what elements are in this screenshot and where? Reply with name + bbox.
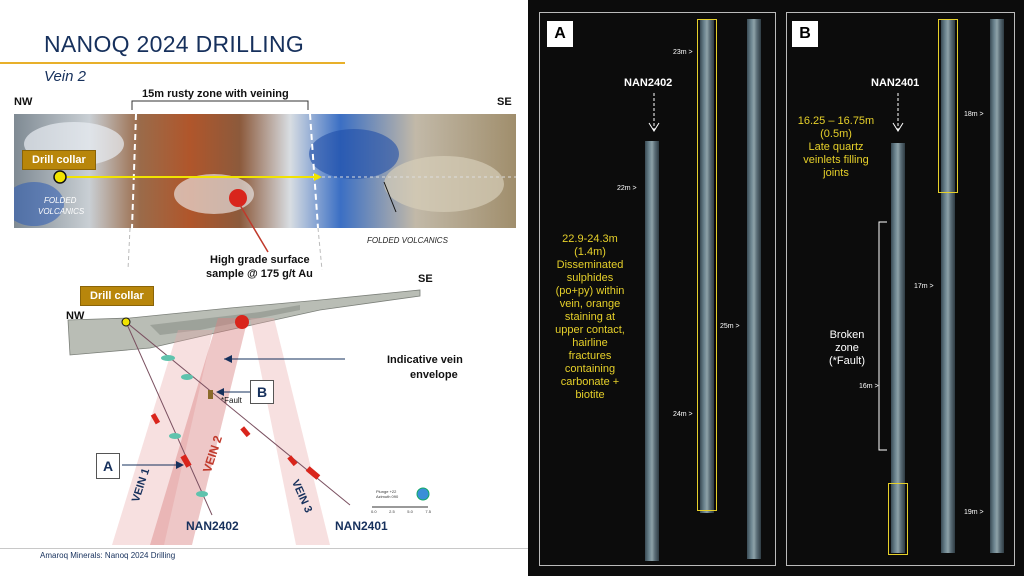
depth-marker: 16m >	[859, 383, 879, 390]
depth-marker: 18m >	[964, 111, 984, 118]
vein3-label: VEIN 3	[289, 478, 315, 515]
box-b-label: B	[250, 380, 274, 404]
intercept-marker	[196, 491, 208, 497]
section-nw-label: NW	[66, 310, 85, 322]
intercept-marker	[240, 426, 250, 437]
section-se-label: SE	[418, 273, 433, 285]
fault-label: *Fault	[221, 396, 242, 405]
vein3-envelope	[250, 318, 330, 545]
envelope-label-line2: envelope	[410, 369, 458, 381]
zone-label: 15m rusty zone with veining	[142, 88, 289, 100]
broken-zone-label: Broken zone (*Fault)	[828, 329, 866, 367]
panel-b-highlight-bottom	[888, 483, 908, 555]
footer-rule	[0, 548, 528, 549]
core-tray-a1	[645, 141, 659, 561]
panel-a-hole-arrow	[648, 93, 660, 135]
panel-b-hole-arrow	[892, 93, 904, 135]
depth-marker: 25m >	[720, 323, 740, 330]
broken-zone-bracket	[877, 221, 887, 451]
hole-nan2402-label: NAN2402	[186, 519, 239, 533]
intercept-marker	[181, 374, 193, 380]
depth-marker: 17m >	[914, 283, 934, 290]
sample-label-line1: High grade surface	[210, 254, 310, 266]
depth-marker: 23m >	[673, 49, 693, 56]
slide-title: NANOQ 2024 DRILLING	[44, 31, 305, 57]
guide-line-left	[128, 228, 130, 270]
photo-se-label: SE	[497, 96, 512, 108]
panel-a-hole: NAN2402	[624, 77, 673, 89]
collar-marker	[122, 318, 130, 326]
slide-footer: Amaroq Minerals: Nanoq 2024 Drilling	[40, 551, 176, 560]
sample-leader-line	[240, 205, 268, 252]
slide-subtitle: Vein 2	[44, 68, 86, 85]
folded-volcanics-left-2: VOLCANICS	[38, 207, 85, 216]
vein1-label: VEIN 1	[130, 466, 153, 504]
depth-marker: 24m >	[673, 411, 693, 418]
folded-volcanics-right: FOLDED VOLCANICS	[367, 236, 448, 245]
folded-volcanics-left-1: FOLDED	[44, 196, 77, 205]
vein2-label: VEIN 2	[200, 433, 226, 475]
envelope-label-line1: Indicative vein	[387, 354, 463, 366]
depth-marker: 19m >	[964, 509, 984, 516]
core-tray-b3	[990, 19, 1004, 553]
sample-label-line2: sample @ 175 g/t Au	[206, 268, 313, 280]
panel-a-highlight	[697, 19, 717, 511]
intercept-marker	[208, 390, 213, 399]
intercept-marker	[161, 355, 175, 361]
globe-icon	[417, 488, 429, 500]
panel-b-highlight-top	[938, 19, 958, 193]
photo-nw-label: NW	[14, 96, 33, 108]
hole-nan2401-label: NAN2401	[335, 519, 388, 533]
panel-a	[539, 12, 776, 566]
scale-ticks: 0.0 2.5 5.0 7.5	[371, 509, 431, 514]
scale-plunge: Plunge +22 Azimuth 090	[376, 489, 399, 499]
sample-marker	[235, 315, 249, 329]
photo-drill-collar-badge: Drill collar	[22, 150, 96, 170]
core-tray-a3	[747, 19, 761, 559]
panel-b-description: 16.25 – 16.75m (0.5m) Late quartz veinlets filling joints	[797, 115, 875, 179]
panel-a-description: 22.9-24.3m (1.4m) Disseminated sulphides (po+py) within vein, orange staining at upper contact, hairline fractures containing carbonate + biotite	[555, 233, 625, 401]
box-a-label: A	[96, 453, 120, 479]
panel-b	[786, 12, 1015, 566]
panel-a-tag: A	[547, 21, 573, 47]
depth-marker: 22m >	[617, 185, 637, 192]
section-drill-collar-badge: Drill collar	[80, 286, 154, 306]
intercept-marker	[169, 433, 181, 439]
panel-b-hole: NAN2401	[871, 77, 920, 89]
guide-line-right	[318, 228, 322, 270]
panel-b-tag: B	[792, 21, 818, 47]
